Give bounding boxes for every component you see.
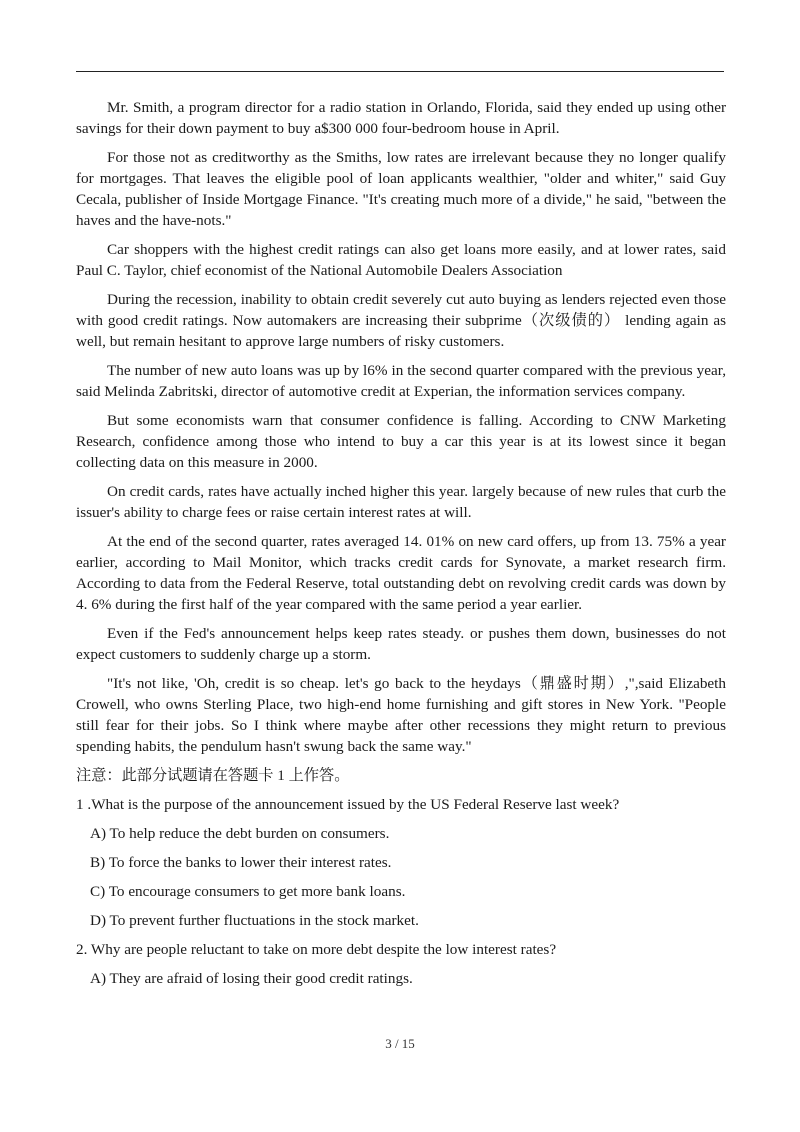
paragraph: "It's not like, 'Oh, credit is so cheap. let's go back to the heydays（鼎盛时期）,",said Elizabeth Crowell, who owns Sterling Place, two high-end home furnishing and gift stores in New York. "People still fear for their jobs. So I think where maybe after other recessions they might return to previous spending habits, the pendulum hasn't swung back the same way." bbox=[76, 675, 726, 755]
question-1-option-d: D) To prevent further fluctuations in the stock market. bbox=[90, 912, 419, 929]
question-1-option-c: C) To encourage consumers to get more bank loans. bbox=[90, 883, 406, 900]
question-1-option-a: A) To help reduce the debt burden on consumers. bbox=[90, 825, 390, 842]
answer-sheet-note: 注意：此部分试题请在答题卡 1 上作答。 bbox=[76, 767, 350, 784]
paragraph: Even if the Fed's announcement helps keep rates steady. or pushes them down, businesses do not expect customers to suddenly charge up a storm. bbox=[76, 625, 726, 663]
question-1-option-b: B) To force the banks to lower their interest rates. bbox=[90, 854, 392, 871]
paragraph: For those not as creditworthy as the Smiths, low rates are irrelevant because they no longer qualify for mortgages. That leaves the eligible pool of loan applicants wealthier, "older and whiter," said Guy Cecala, publisher of Inside Mortgage Finance. "It's creating much more of a divide," he said, "between the haves and the have-nots." bbox=[76, 149, 726, 229]
question-2-option-a: A) They are afraid of losing their good credit ratings. bbox=[90, 970, 413, 987]
paragraph: During the recession, inability to obtain credit severely cut auto buying as lenders rejected even those with good credit ratings. Now automakers are increasing their subprime（次级债的） lending again as well, but remain hesitant to approve large numbers of risky customers. bbox=[76, 291, 726, 350]
paragraph: The number of new auto loans was up by l6% in the second quarter compared with the previous year, said Melinda Zabritski, director of automotive credit at Experian, the information services company. bbox=[76, 362, 726, 400]
paragraph: On credit cards, rates have actually inched higher this year. largely because of new rules that curb the issuer's ability to charge fees or raise certain interest rates at will. bbox=[76, 483, 726, 521]
paragraph: But some economists warn that consumer confidence is falling. According to CNW Marketing Research, confidence among those who intend to buy a car this year is at its lowest since it began collecting data on this measure in 2000. bbox=[76, 412, 726, 471]
question-2: 2. Why are people reluctant to take on more debt despite the low interest rates? bbox=[76, 941, 557, 958]
paragraph: Car shoppers with the highest credit ratings can also get loans more easily, and at lower rates, said Paul C. Taylor, chief economist of the National Automobile Dealers Association bbox=[76, 241, 726, 279]
page-body bbox=[76, 97, 726, 997]
question-1: 1 .What is the purpose of the announcement issued by the US Federal Reserve last week? bbox=[76, 796, 620, 813]
paragraph: At the end of the second quarter, rates averaged 14. 01% on new card offers, up from 13. 75% a year earlier, according to Mail Monitor, which tracks credit cards for Synovate, a market research firm. According to data from the Federal Reserve, total outstanding debt on revolving credit cards was down by 4. 6% during the first half of the year compared with the same period a year earlier. bbox=[76, 533, 726, 613]
page-number: 3 / 15 bbox=[385, 1036, 415, 1051]
header-rule bbox=[76, 71, 724, 72]
paragraph: Mr. Smith, a program director for a radio station in Orlando, Florida, said they ended up using other savings for their down payment to buy a$300 000 four-bedroom house in April. bbox=[76, 99, 726, 137]
